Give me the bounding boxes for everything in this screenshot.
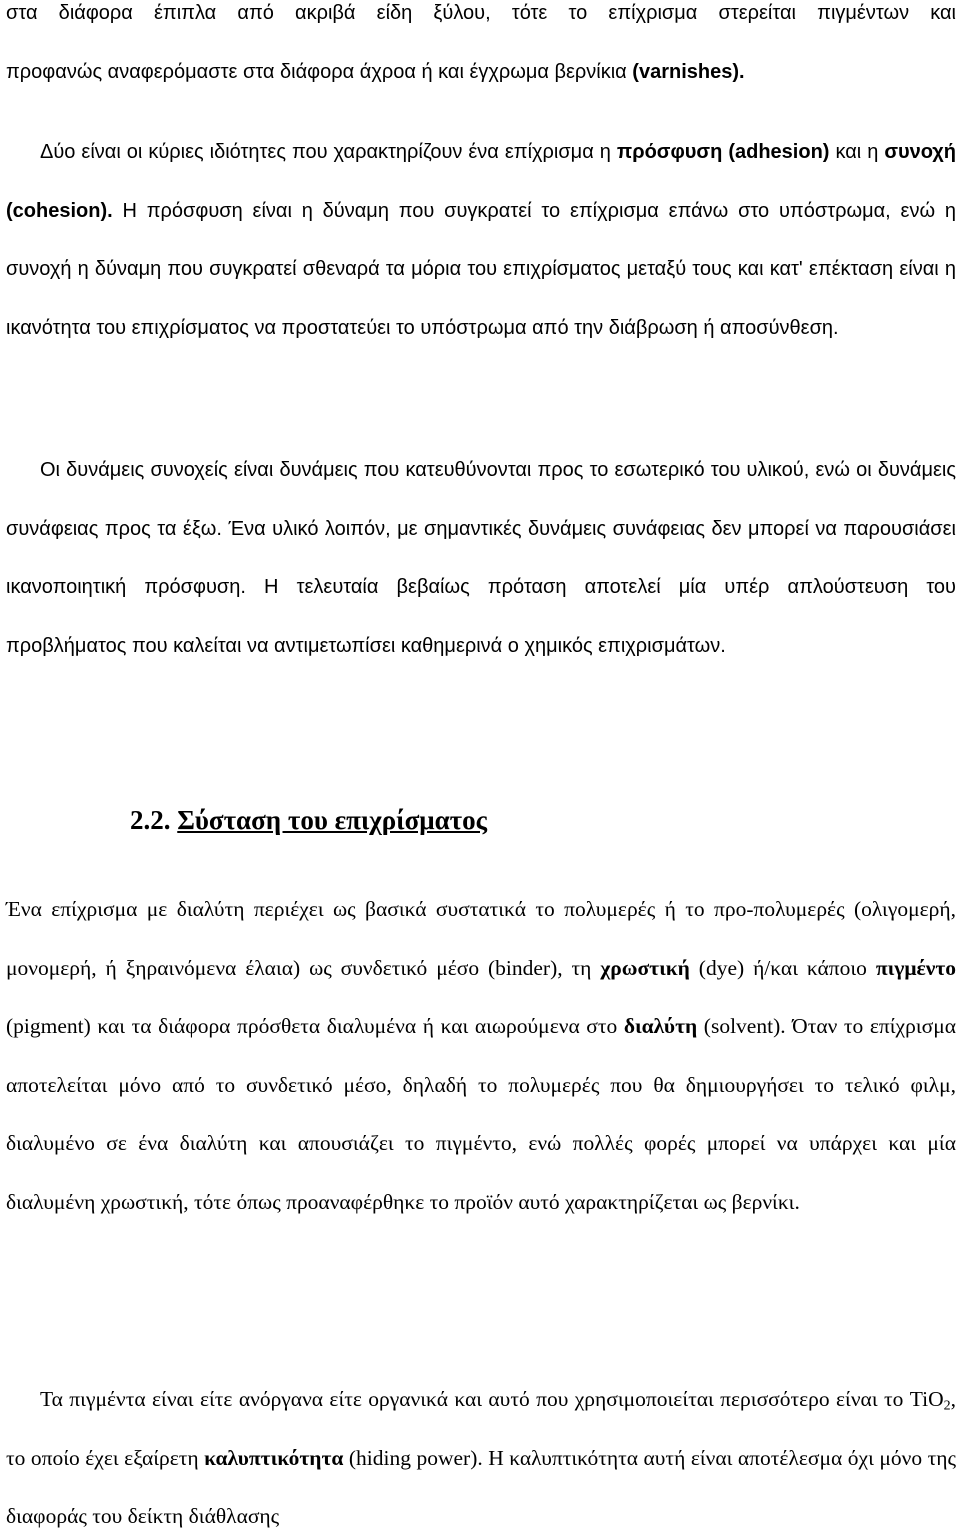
text-run: (hiding power). Η καλυπτικότητα αυτή είναι αποτέλεσμα όχι μόνο της διαφοράς του δείκτη διάθλασης [6, 1445, 956, 1528]
section-title: Σύσταση του επιχρίσματος [177, 805, 487, 835]
bold-term: καλυπτικότητα [204, 1445, 344, 1470]
text-run: Δύο είναι οι κύριες ιδιότητες που χαρακτηρίζουν ένα επίχρισμα η [40, 141, 617, 163]
bold-term: (cohesion). [6, 199, 113, 222]
bold-term: χρωστική [600, 955, 690, 980]
bold-term: διαλύτη [623, 1014, 698, 1038]
paragraph-line [6, 43, 956, 102]
section-number: 2.2. [130, 805, 171, 835]
bold-term: (adhesion) [728, 141, 830, 163]
bold-term: πιγμέντο [875, 955, 956, 980]
bold-term: (varnishes). [632, 60, 745, 83]
text-run: και η [829, 141, 885, 163]
text-run: Ένα επίχρισμα με διαλύτη περιέχει ως βασικά συστατικά το πολυμερές ή το προ-πολυμερές (ολιγομερή, μονομερή, ή ξηραινόμενα έλαια) ως συνδετικό μέσο (binder), τη [6, 897, 956, 980]
subscript: 2 [943, 1398, 951, 1414]
paragraph-varnishes [6, 0, 956, 101]
paragraph-coating-composition [6, 880, 956, 1231]
text-run: (dye) ή/και κάποιο [689, 955, 876, 980]
bold-term: πρόσφυση [616, 141, 723, 163]
paragraph-line: στα διάφορα έπιπλα από ακριβά είδη ξύλου, τότε το επίχρισμα στερείται πιγμέντων και [6, 2, 956, 24]
bold-term: συνοχή [884, 141, 956, 163]
text-run: , το οποίο έχει εξαίρετη [6, 1387, 956, 1470]
paragraph-adhesion-cohesion [6, 123, 956, 357]
text-run: προφανώς αναφερόμαστε στα διάφορα άχροα ή και έγχρωμα βερνίκια [6, 60, 633, 83]
text-run: (solvent). Όταν το επίχρισμα αποτελείται μόνο από το συνδετικό μέσο, δηλαδή το πολυμερές που θα δημιουργήσει το τελικό φιλμ, διαλυμένο σε ένα διαλύτη και απουσιάζει το πιγμέντο, ενώ πολλές φορές μπορεί να υπάρχει και μία διαλυμένη χρωστική, τότε όπως προαναφέρθηκε το προϊόν αυτό χαρακτηρίζεται ως βερνίκι. [6, 1014, 956, 1214]
section-heading [130, 800, 487, 840]
paragraph-cohesive-forces: Οι δυνάμεις συνοχείς είναι δυνάμεις που κατευθύνονται προς το εσωτερικό του υλικού, ενώ οι δυνάμεις συνάφειας προς τα έξω. Ένα υλικό λοιπόν, με σημαντικές δυνάμεις συνάφειας δεν μπορεί να παρουσιάσει ικανοποιητική πρόσφυση. Η τελευταία βεβαίως πρόταση αποτελεί μία υπέρ απλούστευση του προβλήματος που καλείται να αντιμετωπίσει καθημερινά ο χημικός επιχρισμάτων. [6, 459, 956, 657]
paragraph-pigments [6, 1370, 956, 1534]
text-run: Τα πιγμέντα είναι είτε ανόργανα είτε οργανικά και αυτό που χρησιμοποιείται περισσότερο είναι το TiO [40, 1387, 944, 1411]
text-run: Η πρόσφυση είναι η δύναμη που συγκρατεί το επίχρισμα επάνω στο υπόστρωμα, ενώ η συνοχή η δύναμη που συγκρατεί σθεναρά τα μόρια του επιχρίσματος μεταξύ τους και κατ' επέκταση είναι η ικανότητα του επιχρίσματος να προστατεύει το υπόστρωμα από την διάβρωση ή αποσύνθεση. [6, 199, 956, 339]
text-run: (pigment) και τα διάφορα πρόσθετα διαλυμένα ή και αιωρούμενα στο [6, 1014, 624, 1038]
